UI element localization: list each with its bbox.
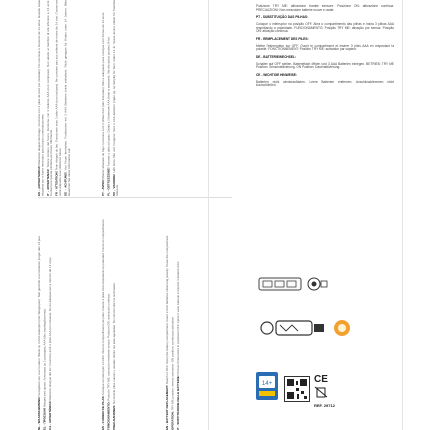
instruction-sheet-right (254, 0, 404, 430)
warning-heading: IT - SOSTITUZIONE DELLE BATTERIE: (175, 374, 180, 430)
warning-heading: PL - OSTRZEŻENIE! (106, 166, 111, 196)
warning-heading: SV - VARNING! (111, 172, 116, 196)
warning-heading: CA - ADVERTÈNCIA! (47, 399, 52, 430)
instructions-column-lower (38, 200, 100, 430)
qr-code-icon (285, 377, 309, 401)
section-divider (38, 197, 232, 198)
warnings-column-upper-2 (102, 0, 164, 196)
warning-heading: PRECAUCIONES: (111, 403, 116, 430)
ce-heading: CE - WICHTIGE HINWEISE: (256, 72, 297, 77)
warning-text: Coloque el interruptor en OFF. Abra el compartimento de pilas. Inserte 3 pilas AAA respetando la polaridad. Cierre el compartimento. (101, 218, 105, 395)
warning-heading: FR - ATTENTION! (54, 170, 59, 196)
warning-block-fr (56, 0, 63, 196)
warnings-column-upper (38, 0, 100, 196)
instruction-sheet-left (38, 0, 234, 430)
warning-heading: EN - BATTERY REPLACEMENT: (165, 384, 169, 430)
crossed-bin-icon (314, 386, 328, 398)
warning-block-es (102, 200, 105, 430)
warning-text: Switch to OFF. Open the battery compartment. Insert 3 AAA batteries observing polarity. Close the compartment. (165, 235, 169, 385)
right-edge (402, 0, 403, 430)
warning-heading: NL - WAARSCHUWING! (37, 395, 41, 430)
fr-heading: FR - REMPLACEMENT DES PILES: (256, 36, 309, 41)
warning-text: Håll borta från eld. Fungerar med 3 AAA-batterier (ingår ej). Ej lämplig för barn under 14 år. Spara denna etikett för framtida referens. (111, 0, 120, 196)
pt-heading: PT - SUBSTITUIÇÃO DAS PILHAS: (256, 15, 309, 20)
warning-text: Tenere lontano dal fuoco. Funziona con 3 batterie AAA (non comprese). Non adatto ai bambini di età inferiore a 14 anni. Conservare questa etichetta per futuro riferimento. (45, 0, 54, 196)
warning-text: Mantenir allunyat del foc. Funciona amb 3 piles AAA (no incloses). No és adequat per a menors de 14 anys. (47, 256, 52, 400)
warning-text: Posición TRY ME: activación mediante sensor. Posición ON: activación continua. (106, 293, 111, 401)
warning-text: Μακριά από φωτιά. Λειτουργεί με 3 μπαταρίες AAA (δεν περιλαμβάνονται). (42, 308, 47, 407)
warning-block-en (171, 200, 174, 430)
fr-paragraph: Mettre l'interrupteur sur OFF. Ouvrir le compartiment et insérer 3 piles AAA en respectant la polarité. FONCTIONNEMENT: Position TRY ME: activation par capteur. (256, 43, 394, 52)
warning-block-it (177, 200, 180, 430)
instructions-lower-text-2 (102, 200, 118, 430)
cert-marks (314, 374, 354, 408)
warning-block-de (64, 0, 71, 196)
de-paragraph: Schalter auf OFF stellen. Batteriefach öffnen und 3 AAA Batterien einlegen. BETRIEB: TRY ME Position: Sensoraktivierung. ON Position: Daueraktivierung. (256, 61, 394, 70)
age-mark: 14+ (261, 381, 273, 387)
warning-heading: PT - AVISO! (101, 178, 105, 196)
warning-block-sv (113, 0, 120, 196)
device-diagram-icon (258, 316, 328, 340)
warning-heading: ES - ¡ADVERTENCIA! (37, 164, 41, 196)
age-warning-icon (256, 372, 278, 400)
warning-text: Portare l'interruttore in posizione OFF. Aprire il vano batterie e inserire 3 batterie AAA. (175, 260, 180, 375)
fold-line (208, 0, 209, 430)
warnings-upper-text-2 (102, 0, 122, 196)
warning-heading: ES - CAMBIO DE PILAS: (101, 394, 105, 430)
warning-block-nl (38, 200, 41, 430)
warning-block-pl (107, 0, 110, 196)
instructions-lower-text-3 (166, 200, 182, 430)
warning-block-en (166, 200, 169, 430)
warning-block-it (47, 0, 54, 196)
warning-text: Verwijderd van vuur houden. Werkt op 3 AAA-batterijen (niet inbegrepen). Niet geschikt voor kinderen jonger dan 14 jaar. (37, 235, 41, 396)
battery-diagram-icon (258, 276, 302, 292)
warning-text: Von Feuer fernhalten. Funktioniert mit 3 AAA Batterien (nicht enthalten). Nicht geeignet für Kinder unter 14 Jahren. Bitte bewahren Sie diese Information auf. (63, 0, 71, 196)
warning-text: No mezcle pilas nuevas y usadas. Retire las pilas agotadas. No cortocircuite los terminales. (111, 282, 116, 404)
warning-text: Mantener alejado del fuego. Funciona con 3 pilas de AAA (no incluidas). No conviene a menores de 14 años. Guarde estas etiquetas por si fuera necesario para futuras comprobaciones. (37, 0, 45, 196)
warning-block-es (38, 0, 45, 196)
product-diagram-row (258, 316, 352, 340)
warning-heading: IT - AVVERTENZA! (45, 167, 50, 196)
warning-heading: OPERATION: (170, 410, 175, 430)
ce-paragraph: Batterien nicht wiederaufladen. Leere Batterien entfernen. Anschlussklemmen nicht kurzschließen. (256, 79, 394, 88)
warning-heading: EL - ΠΡΟΣΟΧΗ! (42, 406, 47, 430)
de-heading: DE - BATTERIEWECHSEL: (256, 54, 296, 59)
ref-number: REF. 29712 (314, 403, 335, 408)
qr-code (284, 376, 310, 402)
warning-heading: DE - ACHTUNG! (63, 170, 68, 196)
warning-text: TRY ME position: sensor activation. ON position: continuous activation. (170, 316, 175, 411)
warning-block-el (43, 200, 46, 430)
warning-text: Tenir éloigné du feu. Fonctionne avec 3 piles AAA (non incluses). Ne convient pas aux enfants de moins de 14 ans. Conservez cette étiquette pour référence future. (54, 0, 63, 196)
warning-text: Trzymać z dala od ognia. Działa z 3 bateriami AAA (brak w zestawie). Nie dla dzieci poniżej 14 lat. (106, 36, 111, 167)
warning-block-ca (49, 200, 52, 430)
pt-paragraph: Coloque o interruptor na posição OFF. Abra o compartimento das pilhas e insira 3 pilhas AAA respeitando a polaridade. FUNCIONAMENTO: Posição TRY ME: ativação por sensor. Posição ON: ativação contínua. (256, 22, 394, 34)
instructions-column-lower-2 (102, 200, 164, 430)
warning-block-es (113, 200, 116, 430)
right-text-area (256, 2, 394, 91)
warning-block-es (107, 200, 110, 430)
age-warning-badge (256, 372, 278, 400)
orange-logo-icon (332, 318, 352, 338)
ce-mark: CE (314, 374, 328, 385)
diagram-row (258, 276, 328, 292)
instructions-column-lower-3 (166, 200, 232, 430)
top-paragraph: Posizione TRY ME: attivazione tramite sensore. Posizione ON: attivazione continua. PRECAUZIONI: Non mescolare batterie nuove e usate. (256, 4, 394, 12)
switch-diagram-icon (306, 276, 328, 292)
instructions-lower-text (38, 200, 54, 430)
warning-block-pt (102, 0, 105, 196)
warning-text: Manter afastado do fogo. Funciona com 3 pilhas AAA (não incluídas). Não é adequado para crianças com menos de 14 anos. (101, 11, 105, 179)
warning-heading: FUNCIONAMIENTO: (106, 400, 111, 430)
warnings-upper-text (38, 0, 73, 196)
